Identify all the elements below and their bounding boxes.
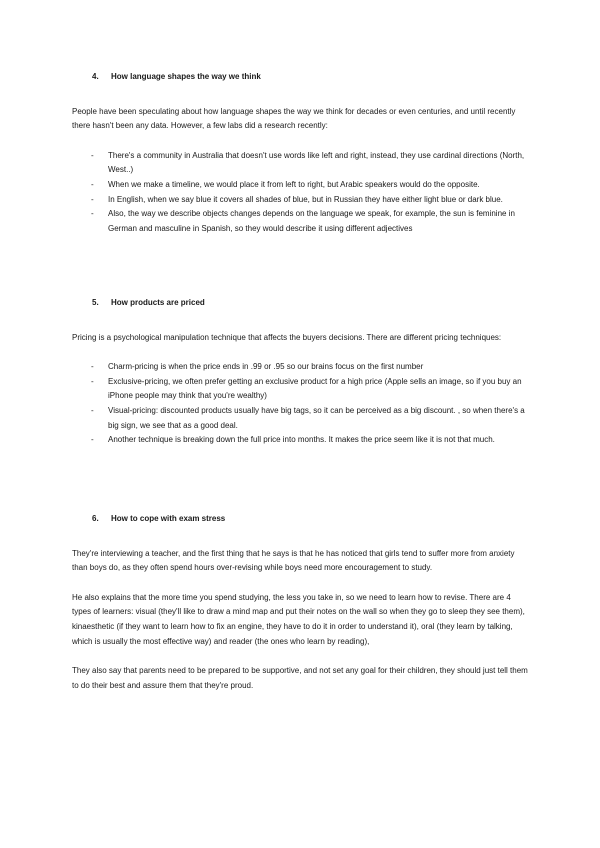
intro-paragraph: Pricing is a psychological manipulation technique that affects the buyers decisions. There are different pricing techniques: (72, 332, 502, 342)
list-item: - Charm-pricing is when the price ends in .99 or .95 so our brains focus on the first number (72, 360, 528, 375)
section-title: How products are priced (111, 298, 205, 307)
section-exam-stress (72, 512, 528, 693)
list-item: - Visual-pricing: discounted products usually have big tags, so it can be perceived as a big discount. , so when there's a big sign, we see that as a good deal. (72, 404, 528, 433)
section-number: 5. (92, 298, 99, 307)
intro-paragraph: People have been speculating about how language shapes the way we think for decades or even centuries, and until recently there hasn't been any data. However, a few labs did a research recently: (72, 106, 516, 131)
section-heading (72, 512, 528, 527)
list-item: - In English, when we say blue it covers all shades of blue, but in Russian they have either light blue or dark blue. (72, 193, 528, 208)
body-paragraph: He also explains that the more time you spend studying, the less you take in, so we need to learn how to revise. There are 4 types of learners: visual (they'll like to draw a mind map and put their notes on the wall so when they go to sleep they see them), kinaesthetic (if they want to learn how to fix an engine, they have to do it in order to understand it), oral (they learn by talking, which is usually the most effective way) and reader (the ones who learn by reading), (72, 592, 525, 646)
section-heading (72, 296, 528, 311)
bullet-list (72, 149, 528, 237)
list-item: - Exclusive-pricing, we often prefer getting an exclusive product for a high price (Apple sells an image, so if you buy an iPhone people may think that you're wealthy) (72, 375, 528, 404)
section-number: 6. (92, 514, 99, 523)
section-title: How language shapes the way we think (111, 72, 261, 81)
list-item: - Another technique is breaking down the full price into months. It makes the price seem like it is not that much. (72, 433, 528, 448)
list-item: - When we make a timeline, we would place it from left to right, but Arabic speakers would do the opposite. (72, 178, 528, 193)
section-heading (72, 70, 528, 85)
section-title: How to cope with exam stress (111, 514, 226, 523)
section-number: 4. (92, 72, 99, 81)
bullet-list (72, 360, 528, 448)
section-pricing (72, 296, 528, 448)
body-paragraph: They're interviewing a teacher, and the first thing that he says is that he has noticed that girls tend to suffer more from anxiety than boys do, as they often spend hours over-revising while boys need more encouragement to study. (72, 548, 515, 573)
body-paragraph: They also say that parents need to be prepared to be supportive, and not set any goal for their children, they should just tell them to do their best and assure them that they're proud. (72, 666, 528, 690)
section-language (72, 70, 528, 236)
list-item: - There's a community in Australia that doesn't use words like left and right, instead, they use cardinal directions (North, West..) (72, 149, 528, 178)
list-item: - Also, the way we describe objects changes depends on the language we speak, for example, the sun is feminine in German and masculine in Spanish, so they would describe it using different adjectives (72, 207, 528, 236)
